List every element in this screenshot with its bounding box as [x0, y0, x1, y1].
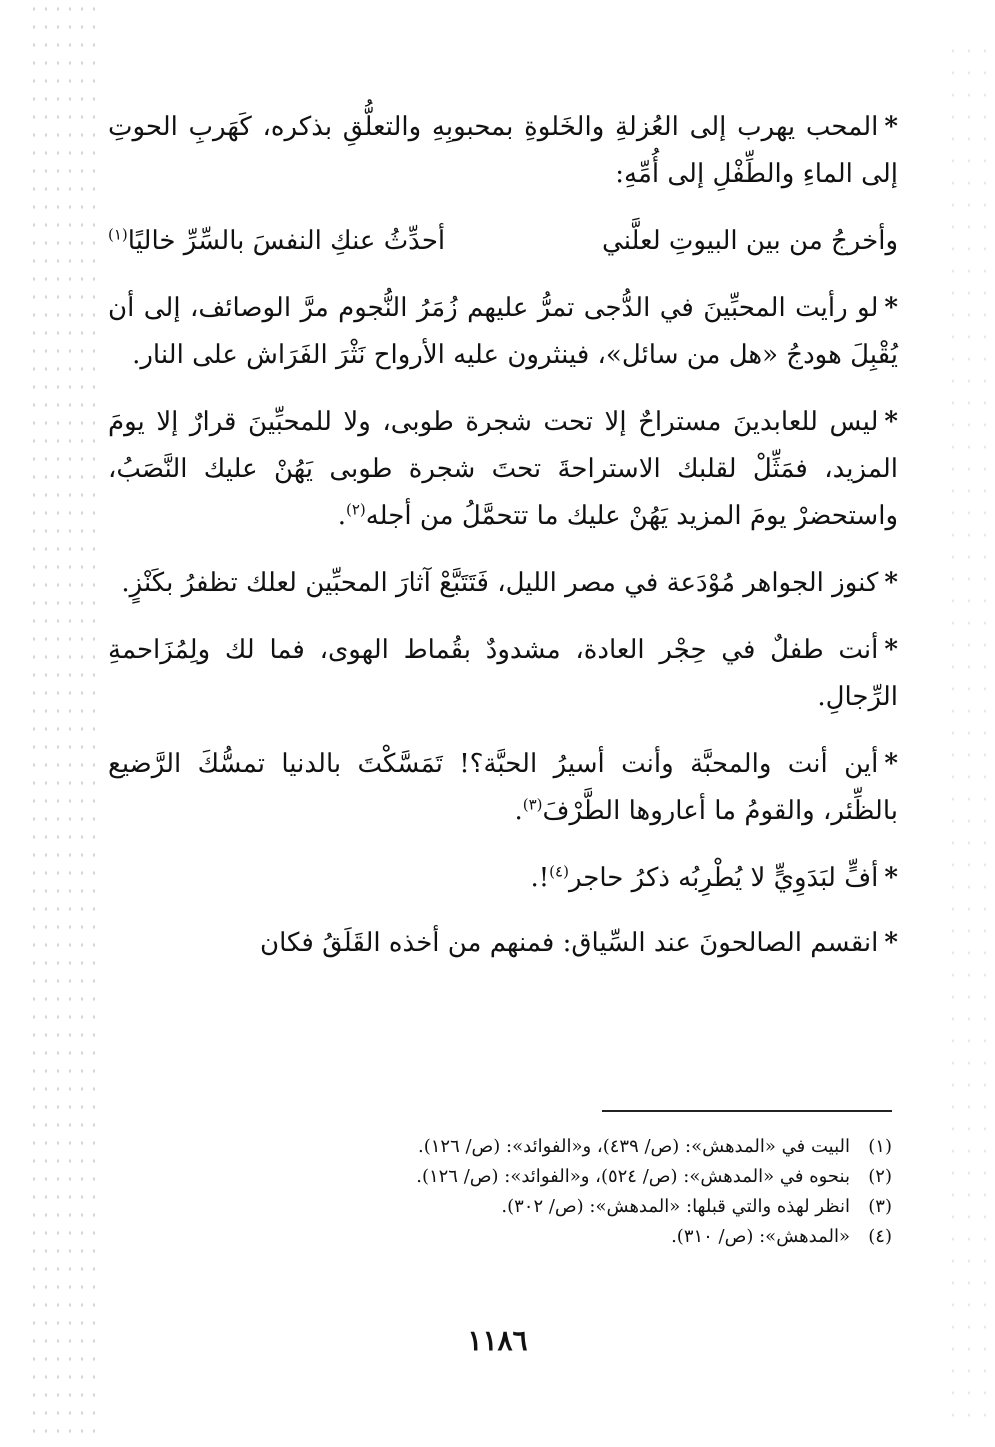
footnote-ref-1[interactable]: (١): [108, 225, 128, 244]
footnote-number: (٤): [868, 1226, 892, 1247]
poem-verse: [108, 218, 898, 265]
star-marker: *: [884, 635, 898, 665]
paragraph-8: [108, 920, 898, 967]
footnote-text: البيت في «المدهش»: (ص/ ٤٣٩)، و«الفوائد»: (ص/ ١٢٦).: [417, 1136, 850, 1157]
verse-second-hemistich: [108, 218, 445, 265]
paragraph-2: [108, 285, 898, 379]
star-marker: *: [884, 407, 898, 437]
footnote-item: [102, 1222, 892, 1252]
footnote-ref-3[interactable]: (٣): [522, 795, 543, 814]
paragraph-text: ليس للعابدينَ مستراحٌ إلا تحت شجرة طوبى، ولا للمحبِّينَ قرارٌ إلا يومَ المزيد، فمَثِّلْ لقلبك الاستراحةَ تحتَ شجرة طوبى يَهُنْ عليك النَّصَبُ، واستحضرْ يومَ المزيد يَهُنْ عليك ما تتحمَّلُ من أجله: [108, 407, 898, 531]
footnote-number: (٢): [868, 1166, 892, 1187]
footnote-number: (١): [868, 1136, 892, 1157]
paragraph-tail: !.: [530, 863, 550, 893]
paragraph-text: انقسم الصالحونَ عند السِّياق: فمنهم من أخذه القَلَقُ فكان: [260, 928, 879, 958]
footnote-ref-4[interactable]: (٤): [549, 862, 569, 881]
paragraph-text: المحب يهرب إلى العُزلةِ والخَلوةِ بمحبوبِهِ والتعلُّقِ بذكره، كَهَربِ الحوتِ إلى الماءِ والطِّفْلِ إلى أُمِّهِ:: [108, 112, 898, 189]
star-marker: *: [884, 568, 898, 598]
star-marker: *: [884, 749, 898, 779]
paragraph-1: [108, 104, 898, 198]
paragraph-5: [108, 627, 898, 721]
scan-margin-right: [945, 40, 995, 1420]
paragraph-4: [108, 560, 898, 607]
page-number: ١١٨٦: [467, 1324, 528, 1357]
paragraph-text: أفٍّ لبَدَوِيٍّ لا يُطْرِبُه ذكرُ حاجر: [568, 863, 879, 893]
paragraph-6: *أين أنت والمحبَّة وأنت أسيرُ الحبَّة؟! تَمَسَّكْتَ بالدنيا تمسُّكَ الرَّضيع بالظِّئر، والقومُ ما أعاروها الطَّرْفَ$^{(٣)}$.: [108, 749, 898, 826]
star-marker: *: [884, 293, 898, 323]
verse-second-text: أحدِّثُ عنكِ النفسَ بالسِّرِّ خاليًا: [127, 226, 446, 256]
star-marker: *: [884, 863, 898, 893]
paragraph-text: أين أنت والمحبَّة وأنت أسيرُ الحبَّة؟! تَمَسَّكْتَ بالدنيا تمسُّكَ الرَّضيع بالظِّئر، والقومُ ما أعاروها الطَّرْفَ: [108, 749, 898, 826]
footnote-text: انظر لهذه والتي قبلها: «المدهش»: (ص/ ٣٠٢).: [501, 1196, 850, 1217]
footnote-number: (٣): [868, 1196, 892, 1217]
paragraph-7: [108, 855, 898, 902]
footnote-text: «المدهش»: (ص/ ٣١٠).: [671, 1226, 850, 1247]
scan-margin-left: [28, 0, 98, 1447]
footnote-ref-2[interactable]: (٢): [345, 500, 366, 519]
footnotes-list: [102, 1132, 892, 1252]
paragraph-text: كنوز الجواهر مُوْدَعة في مصر الليل، فَتَتَبَّعْ آثارَ المحبِّين لعلك تظفرُ بكَنْزٍ.: [121, 568, 879, 598]
main-text: [108, 104, 898, 987]
footnote-item: [102, 1192, 892, 1222]
paragraph-text: لو رأيت المحبِّينَ في الدُّجى تمرُّ عليهم زُمَرُ النُّجوم مرَّ الوصائف، إلى أن يُقْبِلَ هودجُ «هل من سائل»، فينثرون عليه الأرواح نَثْرَ الفَرَاش على النار.: [108, 293, 898, 370]
footnote-item: [102, 1162, 892, 1192]
footnote-item: [102, 1132, 892, 1162]
paragraph-text: أنت طفلٌ في حِجْر العادة، مشدودٌ بقُماط الهوى، فما لك ولِمُزَاحمةِ الرِّجالِ.: [108, 635, 898, 712]
paragraph-3: *ليس للعابدينَ مستراحٌ إلا تحت شجرة طوبى، ولا للمحبِّينَ قرارٌ إلا يومَ المزيد، فمَثِّلْ لقلبك الاستراحةَ تحتَ شجرة طوبى يَهُنْ عليك النَّصَبُ، واستحضرْ يومَ المزيد يَهُنْ عليك ما تتحمَّلُ من أجله$^{(٢)}$.: [108, 407, 898, 531]
star-marker: *: [884, 928, 898, 958]
verse-first-hemistich: وأخرجُ من بين البيوتِ لعلَّني: [602, 226, 898, 256]
footnote-text: بنحوه في «المدهش»: (ص/ ٥٢٤)، و«الفوائد»: (ص/ ١٢٦).: [416, 1166, 850, 1187]
footnote-divider: [602, 1110, 892, 1112]
star-marker: *: [884, 112, 898, 142]
